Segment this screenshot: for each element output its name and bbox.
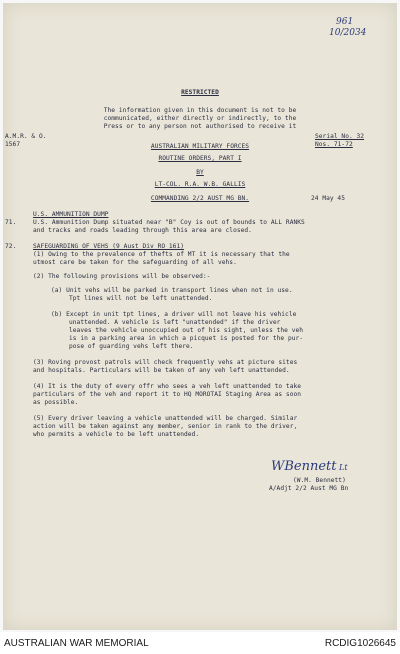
provision-b-line: unattended. A vehicle is left "unattended" if the driver <box>69 319 281 326</box>
provision-b-line: (b) Except in unit tpt lines, a driver will not leave his vehicle <box>51 311 297 318</box>
section-72-intro-line: utmost care be taken for the safeguarding of all vehs. <box>33 259 237 266</box>
provision-a-line: (a) Unit vehs will be parked in transport lines when not in use. <box>51 287 293 294</box>
provision-b-line: is in a parking area in which a picquet is posted for the pur- <box>69 335 304 342</box>
signature-rank: Lt <box>339 463 348 472</box>
archive-footer <box>0 632 400 654</box>
commanding-line: COMMANDING 2/2 AUST MG BN. <box>150 195 250 202</box>
section-72-intro-line: (1) Owing to the prevalence of thefts of MT it is necessary that the <box>33 251 290 258</box>
provision-a-line: Tpt lines will not be left unattended. <box>69 295 213 302</box>
warning-line-2: communicated, either directly or indirectly, to the <box>103 115 297 122</box>
paragraph-4-line: (4) It is the duty of every offr who sees a veh left unattended to take <box>33 383 302 390</box>
section-71-number: 71. <box>5 219 17 226</box>
section-72-number: 72. <box>5 243 17 250</box>
provisions-intro: (2) The following provisions will be observed:- <box>33 273 211 280</box>
section-71-line: and tracks and roads leading through this area are closed. <box>33 227 252 234</box>
serial-number: Serial No. 32 <box>315 133 365 140</box>
paragraph-5-line: (5) Every driver leaving a vehicle unattended will be charged. Similar <box>33 415 298 422</box>
paragraph-4-line: as possible. <box>33 399 79 406</box>
section-71-line: U.S. Ammunition Dump situated near "B" Coy is out of bounds to ALL RANKS <box>33 219 305 226</box>
footer-record-id: RCDIG1026645 <box>324 638 396 649</box>
warning-line-1: The information given in this document is not to be <box>103 107 297 114</box>
classification-heading: RESTRICTED <box>181 89 219 96</box>
handwritten-signature: WBennett <box>271 459 337 474</box>
paragraph-5-line: action will be taken against any member, senior in rank to the driver, <box>33 423 298 430</box>
signatory-title: A/Adjt 2/2 Aust MG Bn <box>269 485 349 492</box>
warning-line-3: Press or to any person not authorised to receive it <box>103 123 297 130</box>
provision-b-line: pose of guarding vehs left there. <box>69 343 194 350</box>
section-71-heading: U.S. AMMUNITION DUMP <box>33 211 109 218</box>
by-label: BY <box>196 169 204 176</box>
section-72-heading: SAFEGUARDING OF VEHS (9 Aust Div RO 161) <box>33 243 185 250</box>
paragraph-5-line: who permits a vehicle to be left unattended. <box>33 431 200 438</box>
footer-institution: AUSTRALIAN WAR MEMORIAL <box>4 638 149 649</box>
left-reference-1: A.M.R. & O. <box>5 133 47 140</box>
provision-b-line: leaves the vehicle unoccupied out of his sight, unless the veh <box>69 327 304 334</box>
paragraph-4-line: particulars of the veh and report it to HQ MOROTAI Staging Area as soon <box>33 391 302 398</box>
title-line-2: ROUTINE ORDERS, PART I <box>158 155 242 162</box>
archive-annotation-bottom: 10/2034 <box>329 28 367 38</box>
signatory-name: (W.M. Bennett) <box>293 477 346 484</box>
order-numbers: Nos. 71-72 <box>315 141 353 148</box>
order-date: 24 May 45 <box>311 195 345 202</box>
by-name: LT-COL. R.A. W.B. GALLIS <box>154 181 246 188</box>
paragraph-3-line: and hospitals. Particulars will be taken of any veh left unattended. <box>33 367 290 374</box>
document-page <box>3 3 397 630</box>
archive-annotation-top: 961 <box>336 17 354 27</box>
left-reference-2: 1567 <box>5 141 21 148</box>
paragraph-3-line: (3) Roving provost patrols will check frequently vehs at picture sites <box>33 359 298 366</box>
title-line-1: AUSTRALIAN MILITARY FORCES <box>150 143 250 150</box>
